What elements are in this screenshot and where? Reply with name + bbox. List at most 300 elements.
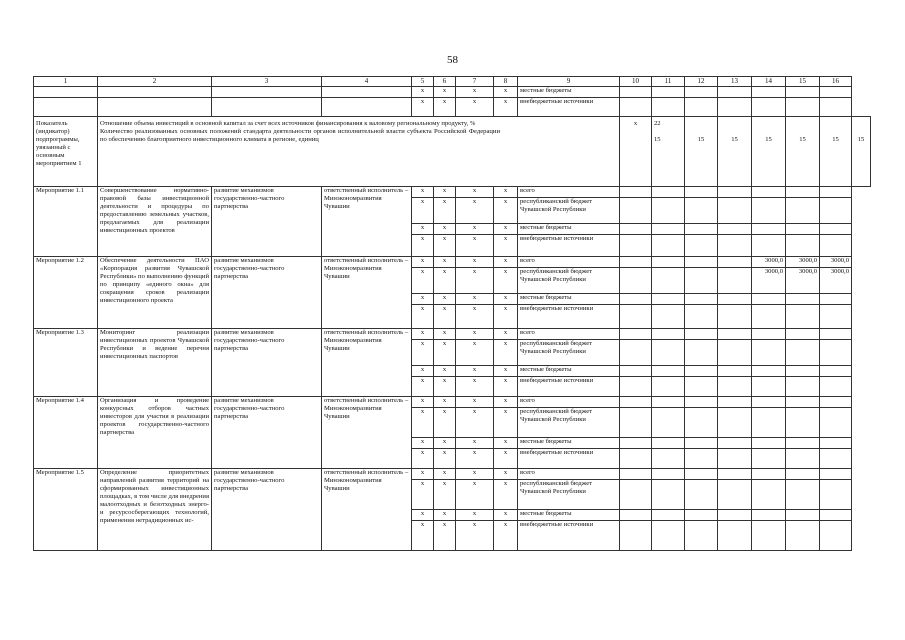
funding-source: местные бюджеты: [518, 294, 620, 305]
table-cell: [620, 366, 652, 377]
table-cell: [718, 235, 752, 257]
x-mark: х: [494, 408, 518, 438]
funding-source: внебюджетные источники: [518, 235, 620, 257]
x-mark: х: [456, 235, 494, 257]
table-cell: [652, 366, 685, 377]
measure-name: Определение приоритетных направлений развития территорий на сформированных инвестиционных площадках, в том числе для внедрения малоотходных и безотходных энерго- и ресурсосберегающих технологий, применения нетрадиционных ис-: [98, 469, 212, 551]
indicator-x: х: [633, 120, 638, 127]
x-mark: х: [494, 521, 518, 551]
x-mark: х: [456, 268, 494, 294]
table-cell: [820, 305, 852, 329]
x-mark: х: [412, 340, 434, 366]
table-cell: [752, 438, 786, 449]
table-cell: [652, 294, 685, 305]
x-mark: х: [494, 98, 518, 117]
x-mark: х: [494, 438, 518, 449]
table-cell: [620, 294, 652, 305]
table-cell: [685, 377, 718, 397]
indicator-text-1: Отношение объема инвестиций в основной капитал за счет всех источников финансирования к валовому региональному продукту, %: [100, 120, 476, 127]
table-cell: [718, 469, 752, 480]
x-mark: х: [434, 408, 456, 438]
x-mark: х: [494, 268, 518, 294]
table-cell: [820, 521, 852, 551]
x-mark: х: [412, 397, 434, 408]
table-cell: [685, 510, 718, 521]
table-cell: [786, 340, 820, 366]
table-cell: [620, 397, 652, 408]
x-mark: х: [434, 98, 456, 117]
x-mark: х: [412, 294, 434, 305]
column-number-row: [34, 77, 871, 87]
table-cell: [718, 408, 752, 438]
x-mark: х: [412, 521, 434, 551]
x-mark: х: [412, 87, 434, 98]
col-header: 12: [685, 77, 718, 87]
col-header: 11: [652, 77, 685, 87]
col-header: 4: [322, 77, 412, 87]
indicator-value: 15: [685, 117, 718, 187]
table-cell: [752, 469, 786, 480]
table-cell: [652, 408, 685, 438]
table-cell: [718, 98, 752, 117]
x-mark: х: [434, 377, 456, 397]
table-cell: [820, 187, 852, 198]
table-cell: [652, 510, 685, 521]
table-cell: [322, 87, 412, 98]
funding-source: всего: [518, 187, 620, 198]
x-mark: х: [456, 438, 494, 449]
table-cell: [620, 257, 652, 268]
measure-direction: развитие механизмов государственно-частного партнерства: [212, 187, 322, 257]
table-cell: [652, 235, 685, 257]
x-mark: х: [434, 268, 456, 294]
table-cell: [34, 98, 98, 117]
table-cell: [620, 449, 652, 469]
table-cell: [685, 438, 718, 449]
funding-source: местные бюджеты: [518, 87, 620, 98]
table-cell: [652, 187, 685, 198]
x-mark: х: [412, 408, 434, 438]
x-mark: х: [494, 510, 518, 521]
table-cell: [718, 340, 752, 366]
measure-direction: развитие механизмов государственно-частного партнерства: [212, 469, 322, 551]
x-mark: х: [434, 521, 456, 551]
table-cell: [652, 268, 685, 294]
funding-source: внебюджетные источники: [518, 98, 620, 117]
x-mark: х: [412, 187, 434, 198]
measure-code: Мероприятие 1.2: [34, 257, 98, 329]
x-mark: х: [434, 224, 456, 235]
x-mark: х: [456, 305, 494, 329]
col-header: 1: [34, 77, 98, 87]
funding-source: республиканский бюджет Чувашской Республики: [518, 268, 620, 294]
table-cell: [685, 187, 718, 198]
funding-source: республиканский бюджет Чувашской Республики: [518, 480, 620, 510]
table-cell: [652, 98, 685, 117]
funding-source: внебюджетные источники: [518, 377, 620, 397]
x-mark: х: [494, 187, 518, 198]
x-mark: х: [494, 397, 518, 408]
table-cell: [685, 257, 718, 268]
funding-source: республиканский бюджет Чувашской Республики: [518, 340, 620, 366]
col-header: 6: [434, 77, 456, 87]
col-header: 9: [518, 77, 620, 87]
table-cell: [752, 521, 786, 551]
x-mark: х: [412, 480, 434, 510]
table-cell: [685, 329, 718, 340]
table-cell: [718, 366, 752, 377]
x-mark: х: [494, 198, 518, 224]
table-cell: [620, 329, 652, 340]
x-mark: х: [456, 257, 494, 268]
funding-source: всего: [518, 469, 620, 480]
x-mark: х: [494, 305, 518, 329]
table-cell: [652, 480, 685, 510]
table-cell: [620, 340, 652, 366]
table-cell: [322, 98, 412, 117]
indicator-row: [34, 117, 871, 187]
x-mark: х: [412, 268, 434, 294]
table-cell: [718, 187, 752, 198]
x-mark: х: [494, 235, 518, 257]
table-cell: [820, 480, 852, 510]
x-mark: х: [412, 98, 434, 117]
x-mark: х: [494, 329, 518, 340]
amount: 3000,0: [786, 257, 820, 268]
indicator-value: 15: [718, 117, 752, 187]
measure-executor: ответственный исполнитель – Минэкономразвития Чувашии: [322, 329, 412, 397]
col-header: 2: [98, 77, 212, 87]
table-cell: [685, 268, 718, 294]
table-cell: [685, 198, 718, 224]
table-cell: [652, 469, 685, 480]
x-mark: х: [456, 469, 494, 480]
table-cell: [685, 408, 718, 438]
table-cell: [820, 294, 852, 305]
table-cell: [718, 438, 752, 449]
table-cell: [685, 340, 718, 366]
table-cell: [718, 377, 752, 397]
table-cell: [718, 198, 752, 224]
measure-name: Организация и проведение конкурсных отборов частных инвесторов для участия в реализации проектов государственно-частного партнерства: [98, 397, 212, 469]
x-mark: х: [494, 224, 518, 235]
table-cell: [820, 329, 852, 340]
table-cell: [718, 521, 752, 551]
amount: 3000,0: [820, 257, 852, 268]
program-table: [33, 76, 871, 551]
x-mark: х: [434, 294, 456, 305]
table-cell: [820, 469, 852, 480]
x-mark: х: [494, 257, 518, 268]
table-cell: [820, 377, 852, 397]
x-mark: х: [434, 510, 456, 521]
measure-row: [34, 329, 871, 340]
table-cell: [652, 329, 685, 340]
indicator-value: 15: [820, 117, 852, 187]
x-mark: х: [456, 397, 494, 408]
x-mark: х: [412, 510, 434, 521]
indicator-text-2: Количество реализованных основных положений стандарта деятельности органов исполнительной власти субъекта Российской Федерации по обеспечению благоприятного инвестиционного климата в регионе, единиц: [100, 128, 500, 143]
table-cell: [786, 198, 820, 224]
measure-executor: ответственный исполнитель – Минэкономразвития Чувашии: [322, 397, 412, 469]
x-mark: х: [412, 449, 434, 469]
table-cell: [820, 235, 852, 257]
table-cell: [786, 235, 820, 257]
table-row: [34, 87, 871, 98]
indicator-value: 22: [654, 120, 661, 127]
x-mark: х: [434, 469, 456, 480]
table-cell: [752, 449, 786, 469]
table-cell: [786, 366, 820, 377]
x-mark: х: [412, 198, 434, 224]
x-mark: х: [412, 329, 434, 340]
table-cell: [685, 87, 718, 98]
measure-executor: ответственный исполнитель – Минэкономразвития Чувашии: [322, 469, 412, 551]
funding-source: местные бюджеты: [518, 510, 620, 521]
x-mark: х: [434, 329, 456, 340]
x-mark: х: [494, 449, 518, 469]
x-mark: х: [494, 294, 518, 305]
x-mark: х: [412, 257, 434, 268]
table-cell: [718, 329, 752, 340]
table-cell: [718, 480, 752, 510]
table-cell: [652, 397, 685, 408]
x-mark: х: [494, 480, 518, 510]
table-cell: [718, 224, 752, 235]
funding-source: внебюджетные источники: [518, 305, 620, 329]
x-mark: х: [412, 235, 434, 257]
indicator-value: 15: [786, 117, 820, 187]
table-cell: [752, 305, 786, 329]
table-cell: [820, 98, 852, 117]
col-header: 10: [620, 77, 652, 87]
table-cell: [786, 87, 820, 98]
measure-code: Мероприятие 1.4: [34, 397, 98, 469]
table-cell: [652, 198, 685, 224]
funding-source: местные бюджеты: [518, 366, 620, 377]
table-cell: [652, 117, 685, 187]
x-mark: х: [456, 340, 494, 366]
measure-direction: развитие механизмов государственно-частного партнерства: [212, 397, 322, 469]
table-cell: [752, 235, 786, 257]
table-cell: [786, 329, 820, 340]
x-mark: х: [434, 305, 456, 329]
table-cell: [752, 510, 786, 521]
col-header: 8: [494, 77, 518, 87]
x-mark: х: [494, 340, 518, 366]
measure-row: [34, 397, 871, 408]
table-cell: [820, 449, 852, 469]
funding-source: всего: [518, 329, 620, 340]
table-cell: [620, 187, 652, 198]
measure-code: Мероприятие 1.5: [34, 469, 98, 551]
table-cell: [820, 438, 852, 449]
table-cell: [820, 510, 852, 521]
x-mark: х: [412, 438, 434, 449]
table-cell: [652, 305, 685, 329]
col-header: 3: [212, 77, 322, 87]
table-cell: [718, 268, 752, 294]
funding-source: республиканский бюджет Чувашской Республики: [518, 408, 620, 438]
table-cell: [786, 224, 820, 235]
table-cell: [652, 224, 685, 235]
measure-row: [34, 257, 871, 268]
table-cell: [786, 521, 820, 551]
table-cell: [752, 198, 786, 224]
table-cell: [620, 87, 652, 98]
x-mark: х: [494, 366, 518, 377]
table-cell: [786, 98, 820, 117]
x-mark: х: [434, 235, 456, 257]
funding-source: внебюджетные источники: [518, 521, 620, 551]
table-cell: [685, 521, 718, 551]
table-cell: [718, 257, 752, 268]
x-mark: х: [456, 408, 494, 438]
table-cell: [786, 510, 820, 521]
x-mark: х: [494, 377, 518, 397]
amount: 3000,0: [820, 268, 852, 294]
indicator-value: 15: [654, 136, 661, 143]
x-mark: х: [456, 510, 494, 521]
x-mark: х: [494, 87, 518, 98]
table-cell: [752, 480, 786, 510]
x-mark: х: [456, 198, 494, 224]
table-cell: [752, 294, 786, 305]
table-cell: [752, 329, 786, 340]
x-mark: х: [456, 224, 494, 235]
table-cell: [652, 521, 685, 551]
x-mark: х: [434, 449, 456, 469]
measure-row: [34, 187, 871, 198]
table-cell: [820, 366, 852, 377]
measure-direction: развитие механизмов государственно-частного партнерства: [212, 257, 322, 329]
amount: 3000,0: [786, 268, 820, 294]
measure-name: Мониторинг реализации инвестиционных проектов Чувашской Республики и ведение перечня инвестиционных паспортов: [98, 329, 212, 397]
table-cell: [685, 397, 718, 408]
table-cell: [685, 366, 718, 377]
table-cell: [786, 294, 820, 305]
table-cell: [620, 235, 652, 257]
table-cell: [786, 480, 820, 510]
table-cell: [652, 377, 685, 397]
amount: 3000,0: [752, 257, 786, 268]
funding-source: местные бюджеты: [518, 224, 620, 235]
table-cell: [752, 224, 786, 235]
table-cell: [752, 187, 786, 198]
table-cell: [752, 377, 786, 397]
table-cell: [718, 294, 752, 305]
measure-name: Совершенствование нормативно-правовой базы инвестиционной деятельности и процедуры по предоставлению земельных участков, предлагаемых для реализации инвестиционных проектов: [98, 187, 212, 257]
amount: 3000,0: [752, 268, 786, 294]
table-cell: [685, 98, 718, 117]
table-cell: [685, 294, 718, 305]
table-cell: [752, 98, 786, 117]
x-mark: х: [456, 329, 494, 340]
table-cell: [620, 438, 652, 449]
table-cell: [652, 87, 685, 98]
table-cell: [786, 397, 820, 408]
x-mark: х: [456, 187, 494, 198]
table-cell: [752, 366, 786, 377]
measure-name: Обеспечение деятельности ПАО «Корпорация развития Чувашской Республики» по выполнению функций по принципу «единого окна» для сокращения сроков реализации инвестиционного проекта: [98, 257, 212, 329]
table-cell: [718, 305, 752, 329]
col-header: 14: [752, 77, 786, 87]
table-cell: [786, 469, 820, 480]
measure-row: [34, 469, 871, 480]
indicator-value: 15: [852, 117, 871, 187]
indicator-label: Показатель (индикатор) подпрограммы, увязанный с основным мероприятием 1: [34, 117, 98, 187]
table-cell: [718, 449, 752, 469]
measure-executor: ответственный исполнитель – Минэкономразвития Чувашии: [322, 257, 412, 329]
x-mark: х: [434, 397, 456, 408]
x-mark: х: [412, 305, 434, 329]
table-cell: [98, 117, 620, 187]
table-cell: [752, 87, 786, 98]
table-cell: [620, 305, 652, 329]
table-cell: [718, 510, 752, 521]
table-cell: [685, 469, 718, 480]
x-mark: х: [412, 469, 434, 480]
x-mark: х: [434, 438, 456, 449]
table-cell: [685, 224, 718, 235]
table-cell: [620, 521, 652, 551]
table-cell: [620, 469, 652, 480]
table-cell: [786, 449, 820, 469]
table-cell: [820, 408, 852, 438]
col-header: 16: [820, 77, 852, 87]
table-cell: [620, 117, 652, 187]
table-cell: [652, 449, 685, 469]
table-cell: [620, 408, 652, 438]
col-header: 13: [718, 77, 752, 87]
table-cell: [786, 305, 820, 329]
table-cell: [685, 449, 718, 469]
x-mark: х: [456, 521, 494, 551]
col-header: 7: [456, 77, 494, 87]
table-cell: [34, 87, 98, 98]
x-mark: х: [434, 87, 456, 98]
table-cell: [752, 397, 786, 408]
table-cell: [820, 224, 852, 235]
funding-source: местные бюджеты: [518, 438, 620, 449]
table-cell: [620, 377, 652, 397]
funding-source: внебюджетные источники: [518, 449, 620, 469]
table-cell: [752, 340, 786, 366]
x-mark: х: [456, 480, 494, 510]
page-number: 58: [447, 54, 458, 66]
table-cell: [652, 438, 685, 449]
table-cell: [620, 268, 652, 294]
x-mark: х: [434, 257, 456, 268]
table-cell: [820, 87, 852, 98]
x-mark: х: [412, 366, 434, 377]
table-cell: [718, 397, 752, 408]
x-mark: х: [456, 377, 494, 397]
col-header: 15: [786, 77, 820, 87]
funding-source: всего: [518, 397, 620, 408]
measure-code: Мероприятие 1.1: [34, 187, 98, 257]
measure-direction: развитие механизмов государственно-частного партнерства: [212, 329, 322, 397]
x-mark: х: [412, 377, 434, 397]
measure-executor: ответственный исполнитель – Минэкономразвития Чувашии: [322, 187, 412, 257]
x-mark: х: [456, 449, 494, 469]
table-cell: [98, 98, 212, 117]
x-mark: х: [456, 87, 494, 98]
table-cell: [620, 98, 652, 117]
table-cell: [685, 235, 718, 257]
table-cell: [620, 480, 652, 510]
table-cell: [685, 305, 718, 329]
